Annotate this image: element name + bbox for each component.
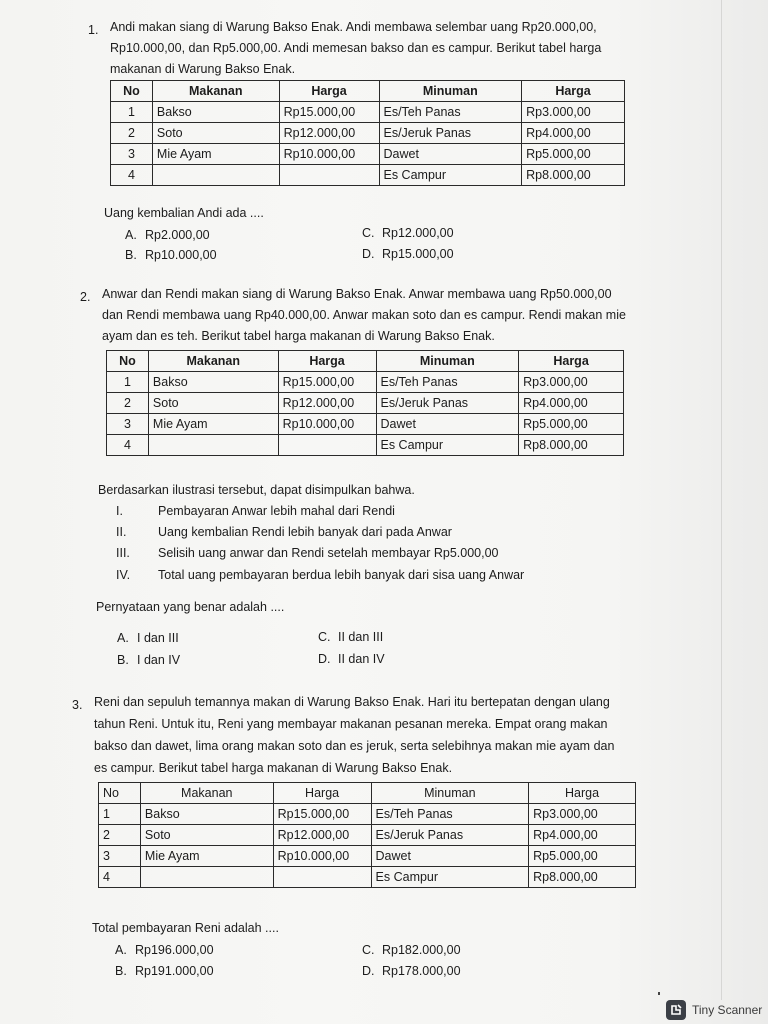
table-cell: Es/Jeruk Panas (371, 825, 529, 846)
table-cell: 4 (107, 435, 149, 456)
table-cell: 2 (111, 123, 153, 144)
table-cell: Mie Ayam (140, 846, 273, 867)
table-header-row (99, 783, 636, 804)
table-cell (278, 435, 376, 456)
statement-key: I. (116, 504, 123, 518)
table-header-row (111, 81, 625, 102)
table-header-cell: Makanan (152, 81, 279, 102)
table-cell: Mie Ayam (148, 414, 278, 435)
table-cell: Es Campur (379, 165, 522, 186)
statement-text: Uang kembalian Rendi lebih banyak dari pada Anwar (158, 525, 452, 539)
table-cell: 3 (107, 414, 149, 435)
statement-item (116, 525, 452, 539)
option-key: D. (362, 964, 375, 978)
answer-option-a[interactable] (117, 631, 179, 645)
option-key: B. (117, 653, 129, 667)
table-cell: 2 (107, 393, 149, 414)
table-cell (140, 867, 273, 888)
table-cell: Dawet (371, 846, 529, 867)
table-row (107, 393, 624, 414)
table-cell: Rp8.000,00 (529, 867, 636, 888)
table-cell: Rp4.000,00 (529, 825, 636, 846)
table-cell: Bakso (148, 372, 278, 393)
option-key: A. (125, 228, 137, 242)
table-header-cell: Makanan (140, 783, 273, 804)
option-text: Rp10.000,00 (145, 248, 217, 262)
table-cell: Rp15.000,00 (273, 804, 371, 825)
table-cell: 1 (111, 102, 153, 123)
statement-key: IV. (116, 568, 131, 582)
table-header-cell: Minuman (379, 81, 522, 102)
option-key: A. (115, 943, 127, 957)
table-cell: Rp4.000,00 (522, 123, 625, 144)
table-cell: Rp3.000,00 (519, 372, 624, 393)
question-text-line: bakso dan dawet, lima orang makan soto dan es jeruk, serta selebihnya makan mie ayam dan (94, 739, 615, 753)
statement-intro: Berdasarkan ilustrasi tersebut, dapat disimpulkan bahwa. (98, 483, 415, 497)
option-key: C. (362, 943, 375, 957)
option-key: B. (115, 964, 127, 978)
price-table (106, 350, 624, 456)
statement-item (116, 546, 499, 560)
page-edge-line (721, 0, 722, 1000)
table-cell: Rp12.000,00 (279, 123, 379, 144)
table-cell: Es/Teh Panas (376, 372, 519, 393)
table-cell: 3 (111, 144, 153, 165)
table-cell: Rp3.000,00 (522, 102, 625, 123)
option-key: A. (117, 631, 129, 645)
question-text-line: tahun Reni. Untuk itu, Reni yang membayar makanan pesanan mereka. Empat orang makan (94, 717, 608, 731)
table-cell: Soto (152, 123, 279, 144)
table-cell (152, 165, 279, 186)
table-row (111, 123, 625, 144)
table-row (111, 165, 625, 186)
question-prompt: Pernyataan yang benar adalah .... (96, 600, 285, 614)
table-cell (273, 867, 371, 888)
answer-option-b[interactable] (117, 653, 180, 667)
table-cell (279, 165, 379, 186)
question-number: 3. (72, 698, 83, 712)
answer-option-a[interactable] (115, 943, 214, 957)
option-text: Rp15.000,00 (382, 247, 454, 261)
option-text: Rp12.000,00 (382, 226, 454, 240)
table-cell: Es Campur (376, 435, 519, 456)
statement-text: Pembayaran Anwar lebih mahal dari Rendi (158, 504, 395, 518)
statement-key: III. (116, 546, 130, 560)
tiny-scanner-watermark (666, 998, 762, 1022)
option-key: C. (318, 630, 331, 644)
table-cell: Dawet (379, 144, 522, 165)
answer-option-c[interactable] (362, 226, 454, 240)
table-cell: Soto (140, 825, 273, 846)
question-prompt: Total pembayaran Reni adalah .... (92, 921, 279, 935)
table-cell: Rp5.000,00 (519, 414, 624, 435)
table-row (111, 102, 625, 123)
question-number: 1. (88, 23, 99, 37)
table-cell: 4 (111, 165, 153, 186)
tiny-scanner-logo-icon (666, 1000, 686, 1020)
table-header-cell: No (111, 81, 153, 102)
table-header-cell: Harga (273, 783, 371, 804)
table-cell: Es/Jeruk Panas (379, 123, 522, 144)
table-cell: 1 (107, 372, 149, 393)
table-cell: Rp8.000,00 (519, 435, 624, 456)
option-text: II dan III (338, 630, 384, 644)
answer-option-c[interactable] (362, 943, 461, 957)
table-cell: 4 (99, 867, 141, 888)
table-cell: Es/Teh Panas (379, 102, 522, 123)
option-key: D. (318, 652, 331, 666)
statement-text: Total uang pembayaran berdua lebih banyak dari sisa uang Anwar (158, 568, 525, 582)
answer-option-c[interactable] (318, 630, 383, 644)
statement-item (116, 504, 395, 518)
table-cell: Es/Jeruk Panas (376, 393, 519, 414)
question-number: 2. (80, 290, 91, 304)
table-cell: Rp10.000,00 (273, 846, 371, 867)
table-header-row (107, 351, 624, 372)
option-text: II dan IV (338, 652, 385, 666)
price-table (98, 782, 636, 888)
table-header-cell: Harga (522, 81, 625, 102)
table-cell: Es/Teh Panas (371, 804, 529, 825)
question-text-line: dan Rendi membawa uang Rp40.000,00. Anwar makan soto dan es campur. Rendi makan mie (102, 308, 626, 322)
table-header-cell: Minuman (376, 351, 519, 372)
option-text: Rp2.000,00 (145, 228, 210, 242)
question-text-line: Andi makan siang di Warung Bakso Enak. Andi membawa selembar uang Rp20.000,00, (110, 20, 597, 34)
option-text: I dan III (137, 631, 179, 645)
price-table (110, 80, 625, 186)
tiny-scanner-label: Tiny Scanner (692, 1003, 763, 1017)
table-cell: Bakso (140, 804, 273, 825)
table-row (99, 804, 636, 825)
table-header-cell: No (99, 783, 141, 804)
question-text-line: Rp10.000,00, dan Rp5.000,00. Andi memesan bakso dan es campur. Berikut tabel harga (110, 41, 602, 55)
option-text: Rp196.000,00 (135, 943, 214, 957)
answer-option-a[interactable] (125, 228, 210, 242)
table-cell: Rp3.000,00 (529, 804, 636, 825)
answer-option-b[interactable] (115, 964, 214, 978)
table-cell: Rp4.000,00 (519, 393, 624, 414)
question-text-line: makanan di Warung Bakso Enak. (110, 62, 296, 76)
table-cell: 1 (99, 804, 141, 825)
table-cell: Rp12.000,00 (273, 825, 371, 846)
table-row (99, 825, 636, 846)
table-cell: 2 (99, 825, 141, 846)
statement-key: II. (116, 525, 127, 539)
table-row (107, 435, 624, 456)
table-cell: Soto (148, 393, 278, 414)
table-cell: Rp12.000,00 (278, 393, 376, 414)
answer-option-b[interactable] (125, 248, 217, 262)
option-key: C. (362, 226, 375, 240)
table-row (107, 372, 624, 393)
option-text: Rp182.000,00 (382, 943, 461, 957)
question-prompt: Uang kembalian Andi ada .... (104, 206, 264, 220)
answer-option-d[interactable] (362, 964, 461, 978)
answer-option-d[interactable] (362, 247, 454, 261)
answer-option-d[interactable] (318, 652, 385, 666)
table-header-cell: Makanan (148, 351, 278, 372)
option-text: Rp191.000,00 (135, 964, 214, 978)
table-row (99, 867, 636, 888)
table-row (111, 144, 625, 165)
table-cell: Rp5.000,00 (529, 846, 636, 867)
question-text-line: ayam dan es teh. Berikut tabel harga makanan di Warung Bakso Enak. (102, 329, 495, 343)
table-header-cell: Harga (529, 783, 636, 804)
table-cell: Rp10.000,00 (279, 144, 379, 165)
table-cell: Rp15.000,00 (278, 372, 376, 393)
table-header-cell: Harga (519, 351, 624, 372)
table-cell: Bakso (152, 102, 279, 123)
table-cell: Rp8.000,00 (522, 165, 625, 186)
table-header-cell: No (107, 351, 149, 372)
table-cell (148, 435, 278, 456)
scan-mark (658, 992, 660, 995)
table-cell: Mie Ayam (152, 144, 279, 165)
table-row (107, 414, 624, 435)
table-cell: Rp10.000,00 (278, 414, 376, 435)
table-header-cell: Harga (278, 351, 376, 372)
table-cell: 3 (99, 846, 141, 867)
question-text-line: Reni dan sepuluh temannya makan di Warung Bakso Enak. Hari itu bertepatan dengan ulang (94, 695, 610, 709)
table-row (99, 846, 636, 867)
table-header-cell: Minuman (371, 783, 529, 804)
question-text-line: Anwar dan Rendi makan siang di Warung Bakso Enak. Anwar membawa uang Rp50.000,00 (102, 287, 612, 301)
table-cell: Rp5.000,00 (522, 144, 625, 165)
option-text: I dan IV (137, 653, 181, 667)
table-cell: Es Campur (371, 867, 529, 888)
option-text: Rp178.000,00 (382, 964, 461, 978)
statement-item (116, 568, 524, 582)
option-key: D. (362, 247, 375, 261)
question-text-line: es campur. Berikut tabel harga makanan di Warung Bakso Enak. (94, 761, 453, 775)
option-key: B. (125, 248, 137, 262)
table-cell: Rp15.000,00 (279, 102, 379, 123)
table-cell: Dawet (376, 414, 519, 435)
table-header-cell: Harga (279, 81, 379, 102)
statement-text: Selisih uang anwar dan Rendi setelah membayar Rp5.000,00 (158, 546, 499, 560)
